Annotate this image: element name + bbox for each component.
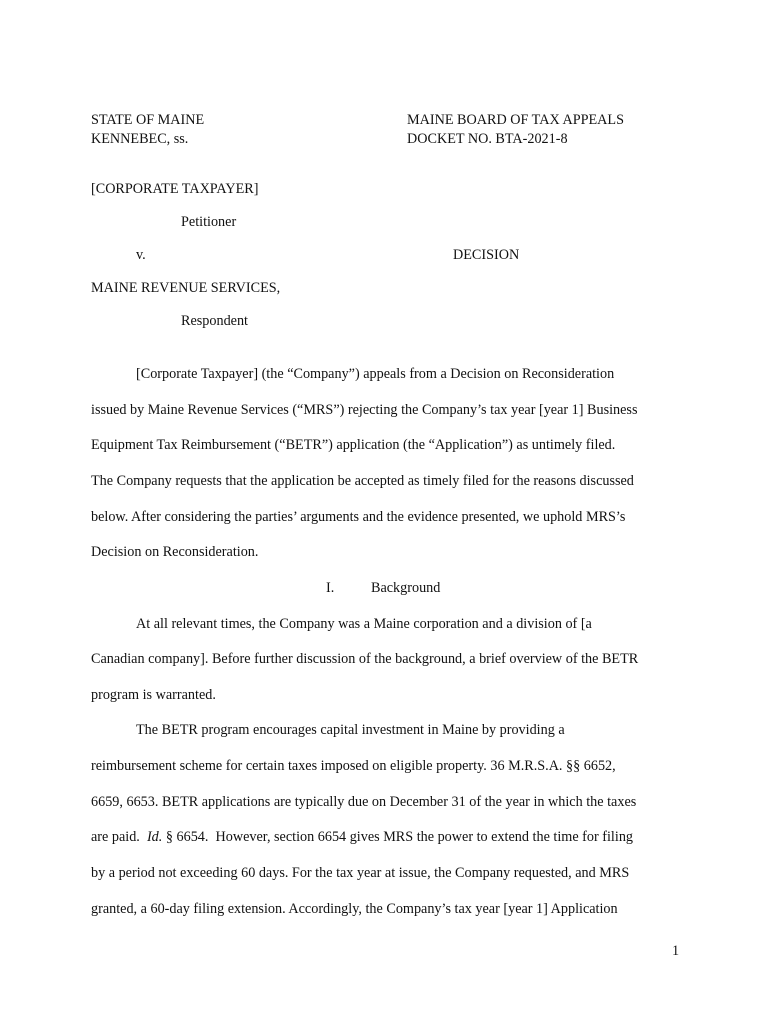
section-numeral: I.: [326, 580, 335, 596]
paragraph-line: Canadian company]. Before further discussion of the background, a brief overview of the BETR: [91, 651, 639, 667]
paragraph-line: [91, 830, 633, 844]
paragraph-line: reimbursement scheme for certain taxes imposed on eligible property. 36 M.R.S.A. §§ 6652,: [91, 758, 616, 774]
text-run: are paid.: [91, 829, 147, 845]
respondent-name: MAINE REVENUE SERVICES,: [91, 280, 281, 296]
text-run: § 6654. However, section 6654 gives MRS the power to extend the time for filing: [162, 829, 634, 845]
paragraph-line: The BETR program encourages capital investment in Maine by providing a: [136, 722, 565, 738]
paragraph-line: 6659, 6653. BETR applications are typically due on December 31 of the year in which the taxes: [91, 794, 637, 810]
petitioner-role: Petitioner: [181, 214, 237, 230]
court-county: KENNEBEC, ss.: [91, 131, 189, 147]
paragraph-line: granted, a 60-day filing extension. Accordingly, the Company’s tax year [year 1] Application: [91, 901, 618, 917]
paragraph-line: below. After considering the parties’ arguments and the evidence presented, we uphold MRS’s: [91, 509, 626, 525]
versus: v.: [136, 247, 146, 263]
petitioner-name: [CORPORATE TAXPAYER]: [91, 181, 259, 197]
board-name: MAINE BOARD OF TAX APPEALS: [407, 112, 624, 128]
docket-number: DOCKET NO. BTA-2021-8: [407, 131, 568, 147]
paragraph-line: Equipment Tax Reimbursement (“BETR”) application (the “Application”) as untimely filed.: [91, 437, 616, 453]
paragraph-line: issued by Maine Revenue Services (“MRS”) rejecting the Company’s tax year [year 1] Business: [91, 402, 638, 418]
paragraph-line: by a period not exceeding 60 days. For the tax year at issue, the Company requested, and MRS: [91, 865, 630, 881]
section-title: Background: [371, 580, 441, 596]
paragraph-line: program is warranted.: [91, 687, 216, 703]
respondent-role: Respondent: [181, 313, 248, 329]
paragraph-line: At all relevant times, the Company was a Maine corporation and a division of [a: [136, 616, 592, 632]
paragraph-line: The Company requests that the application be accepted as timely filed for the reasons discussed: [91, 473, 634, 489]
paragraph-line: [Corporate Taxpayer] (the “Company”) appeals from a Decision on Reconsideration: [136, 366, 615, 382]
court-state: STATE OF MAINE: [91, 112, 205, 128]
citation-id: Id.: [146, 829, 163, 845]
paragraph-line: Decision on Reconsideration.: [91, 544, 259, 560]
document-type: DECISION: [453, 247, 520, 263]
page-number: 1: [672, 943, 680, 959]
